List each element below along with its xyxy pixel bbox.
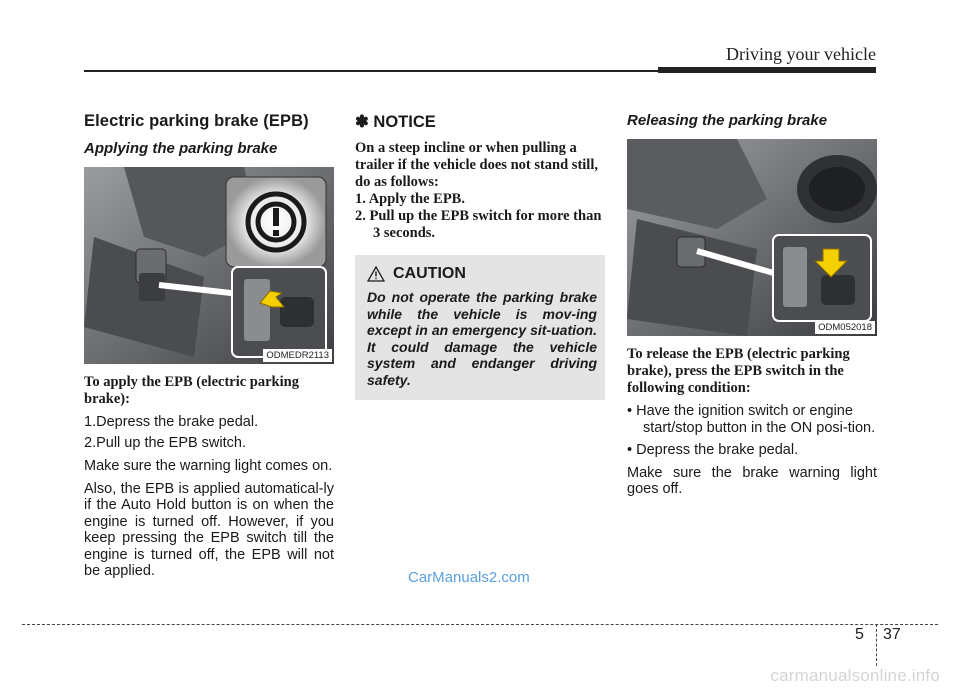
section-number: 5	[855, 626, 864, 643]
figure-code: ODM052018	[815, 321, 875, 334]
notice-steps	[355, 191, 605, 242]
footer-divider	[876, 624, 877, 666]
applying-subheading: Applying the parking brake	[84, 140, 278, 157]
column-applying	[84, 112, 334, 586]
caution-box	[355, 255, 605, 400]
releasing-subheading: Releasing the parking brake	[627, 112, 828, 129]
list-item: • Depress the brake pedal.	[627, 442, 799, 458]
apply-intro: To apply the EPB (electric parking brake):	[84, 374, 299, 407]
watermark-top: CarManuals2.com	[408, 569, 530, 586]
list-item: 2.Pull up the EPB switch.	[84, 435, 246, 451]
watermark-bottom: carmanualsonline.info	[770, 666, 940, 685]
release-conditions	[627, 403, 877, 459]
warning-triangle-icon	[367, 266, 385, 282]
footer-rule	[22, 624, 938, 625]
notice-heading: ✽ NOTICE	[355, 113, 436, 131]
section-title: Driving your vehicle	[726, 44, 876, 64]
column-notice	[355, 112, 605, 400]
notice-text: On a steep incline or when pulling a trailer if the vehicle does not stand still, do as follows:	[355, 140, 598, 190]
caution-text: Do not operate the parking brake while the vehicle is mov-ing except in an emergency sit-uation. It could damage the vehicle system and endanger driving safety.	[367, 289, 597, 388]
console-photo-release	[627, 139, 877, 336]
list-item: 1.Depress the brake pedal.	[84, 414, 259, 430]
figure-releasing	[627, 139, 877, 336]
paragraph: Also, the EPB is applied automatical-ly if the Auto Hold button is on when the engine is turned off. However, if you keep pressing the EPB switch till the engine is turned off, the EPB will not be applied.	[84, 480, 334, 579]
paragraph: Make sure the warning light comes on.	[84, 458, 333, 474]
list-item: • Have the ignition switch or engine start/stop button in the ON posi-tion.	[627, 403, 876, 436]
epb-heading: Electric parking brake (EPB)	[84, 112, 309, 130]
page-number: 37	[883, 626, 901, 643]
figure-applying	[84, 167, 334, 364]
console-photo-apply	[84, 167, 334, 364]
release-intro: To release the EPB (electric parking brake), press the EPB switch in the following condition:	[627, 346, 850, 396]
apply-steps	[84, 414, 334, 452]
column-releasing	[627, 112, 877, 504]
list-item: 1. Apply the EPB.	[355, 191, 465, 207]
figure-code: ODMEDR2113	[263, 349, 332, 362]
header-rule-accent	[658, 67, 876, 73]
list-item: 2. Pull up the EPB switch for more than 3 seconds.	[355, 208, 602, 241]
caution-heading: CAUTION	[393, 265, 466, 282]
paragraph: Make sure the brake warning light goes off.	[627, 464, 877, 497]
